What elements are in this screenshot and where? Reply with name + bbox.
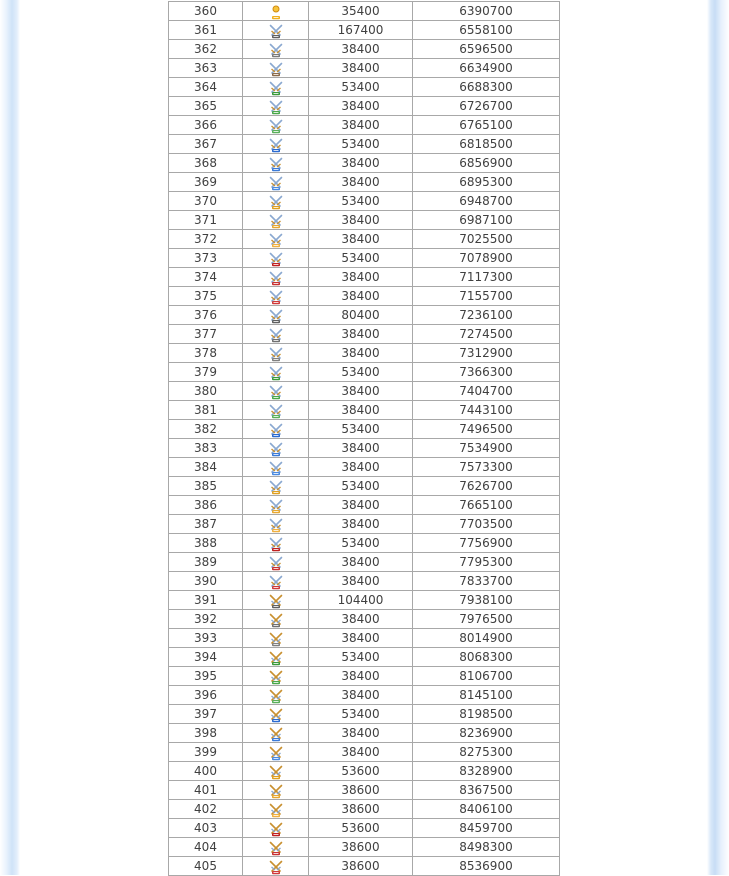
level-cell: 378 [169,344,243,363]
rank-icon-cell [243,515,309,534]
table-row [169,705,560,724]
crossed-swords-rank-icon [268,536,284,552]
experience-cell: 38400 [309,211,413,230]
rank-icon-cell [243,382,309,401]
total-experience-cell: 7626700 [413,477,560,496]
level-cell: 397 [169,705,243,724]
level-cell: 401 [169,781,243,800]
rank-icon-cell [243,59,309,78]
gold-swords-rank-icon [268,745,284,761]
level-cell: 372 [169,230,243,249]
table-row [169,40,560,59]
experience-cell: 38400 [309,686,413,705]
table-row [169,667,560,686]
experience-cell: 38400 [309,287,413,306]
gold-swords-rank-icon [268,802,284,818]
level-cell: 366 [169,116,243,135]
crossed-swords-rank-icon [268,289,284,305]
total-experience-cell: 7312900 [413,344,560,363]
table-row [169,363,560,382]
rank-icon-cell [243,173,309,192]
level-cell: 362 [169,40,243,59]
table-row [169,59,560,78]
table-row [169,78,560,97]
crossed-swords-rank-icon [268,479,284,495]
total-experience-cell: 7976500 [413,610,560,629]
level-cell: 405 [169,857,243,876]
rank-icon-cell [243,705,309,724]
table-row [169,857,560,876]
experience-cell: 53400 [309,648,413,667]
table-row [169,21,560,40]
crossed-swords-rank-icon [268,555,284,571]
rank-icon-cell [243,838,309,857]
total-experience-cell: 8367500 [413,781,560,800]
table-row [169,306,560,325]
rank-icon-cell [243,268,309,287]
total-experience-cell: 7573300 [413,458,560,477]
rank-icon-cell [243,534,309,553]
level-cell: 386 [169,496,243,515]
level-experience-table [168,1,560,876]
table-row [169,154,560,173]
table-row [169,458,560,477]
gold-swords-rank-icon [268,612,284,628]
experience-cell: 38400 [309,116,413,135]
level-cell: 388 [169,534,243,553]
rank-icon-cell [243,724,309,743]
total-experience-cell: 7274500 [413,325,560,344]
level-cell: 380 [169,382,243,401]
total-experience-cell: 7756900 [413,534,560,553]
experience-cell: 38600 [309,781,413,800]
level-cell: 382 [169,420,243,439]
level-cell: 373 [169,249,243,268]
crossed-swords-rank-icon [268,251,284,267]
total-experience-cell: 8498300 [413,838,560,857]
level-cell: 398 [169,724,243,743]
rank-icon-cell [243,192,309,211]
table-row [169,287,560,306]
table-row [169,344,560,363]
experience-cell: 38400 [309,610,413,629]
experience-cell: 53600 [309,819,413,838]
level-cell: 385 [169,477,243,496]
right-frame-border [707,0,729,875]
gold-swords-rank-icon [268,650,284,666]
table-row [169,553,560,572]
crossed-swords-rank-icon [268,308,284,324]
table-row [169,686,560,705]
level-cell: 400 [169,762,243,781]
rank-icon-cell [243,610,309,629]
crossed-swords-rank-icon [268,23,284,39]
experience-cell: 38400 [309,439,413,458]
total-experience-cell: 8459700 [413,819,560,838]
table-row [169,325,560,344]
level-cell: 360 [169,2,243,21]
crossed-swords-rank-icon [268,403,284,419]
level-cell: 402 [169,800,243,819]
experience-cell: 38400 [309,154,413,173]
experience-cell: 38400 [309,515,413,534]
total-experience-cell: 8275300 [413,743,560,762]
table-row [169,819,560,838]
experience-cell: 38400 [309,173,413,192]
experience-cell: 53400 [309,477,413,496]
experience-cell: 38400 [309,553,413,572]
table-row [169,135,560,154]
level-cell: 363 [169,59,243,78]
experience-cell: 53400 [309,249,413,268]
rank-icon-cell [243,857,309,876]
level-cell: 368 [169,154,243,173]
total-experience-cell: 6390700 [413,2,560,21]
crossed-swords-rank-icon [268,327,284,343]
level-cell: 399 [169,743,243,762]
gold-swords-rank-icon [268,707,284,723]
level-cell: 395 [169,667,243,686]
rank-icon-cell [243,686,309,705]
total-experience-cell: 7833700 [413,572,560,591]
table-row [169,97,560,116]
total-experience-cell: 6596500 [413,40,560,59]
crossed-swords-rank-icon [268,270,284,286]
table-row [169,173,560,192]
crossed-swords-rank-icon [268,213,284,229]
rank-icon-cell [243,211,309,230]
level-cell: 367 [169,135,243,154]
experience-cell: 38400 [309,344,413,363]
experience-cell: 38400 [309,59,413,78]
total-experience-cell: 8236900 [413,724,560,743]
experience-cell: 167400 [309,21,413,40]
level-cell: 369 [169,173,243,192]
rank-icon-cell [243,97,309,116]
rank-icon-cell [243,306,309,325]
rank-icon-cell [243,762,309,781]
table-row [169,724,560,743]
experience-cell: 104400 [309,591,413,610]
rank-icon-cell [243,230,309,249]
gold-swords-rank-icon [268,593,284,609]
experience-cell: 53400 [309,192,413,211]
table-row [169,401,560,420]
rank-icon-cell [243,401,309,420]
gold-swords-rank-icon [268,669,284,685]
total-experience-cell: 8198500 [413,705,560,724]
table-row [169,838,560,857]
total-experience-cell: 6634900 [413,59,560,78]
total-experience-cell: 8536900 [413,857,560,876]
rank-icon-cell [243,287,309,306]
total-experience-cell: 7404700 [413,382,560,401]
total-experience-cell: 7366300 [413,363,560,382]
level-cell: 392 [169,610,243,629]
experience-cell: 38400 [309,496,413,515]
table-row [169,382,560,401]
experience-cell: 38400 [309,667,413,686]
level-cell: 390 [169,572,243,591]
level-cell: 391 [169,591,243,610]
rank-icon-cell [243,325,309,344]
rank-icon-cell [243,648,309,667]
experience-cell: 38600 [309,857,413,876]
total-experience-cell: 6765100 [413,116,560,135]
level-cell: 387 [169,515,243,534]
rank-icon-cell [243,344,309,363]
total-experience-cell: 7703500 [413,515,560,534]
crossed-swords-rank-icon [268,498,284,514]
experience-cell: 38400 [309,458,413,477]
table-row [169,2,560,21]
experience-cell: 38400 [309,743,413,762]
total-experience-cell: 6688300 [413,78,560,97]
crossed-swords-rank-icon [268,441,284,457]
table-row [169,515,560,534]
total-experience-cell: 7534900 [413,439,560,458]
total-experience-cell: 6558100 [413,21,560,40]
total-experience-cell: 8406100 [413,800,560,819]
crossed-swords-rank-icon [268,194,284,210]
level-cell: 374 [169,268,243,287]
total-experience-cell: 7117300 [413,268,560,287]
total-experience-cell: 8068300 [413,648,560,667]
level-table-body [169,2,560,876]
total-experience-cell: 6726700 [413,97,560,116]
table-row [169,116,560,135]
level-cell: 379 [169,363,243,382]
rank-icon-cell [243,249,309,268]
crossed-swords-rank-icon [268,365,284,381]
experience-cell: 80400 [309,306,413,325]
level-cell: 376 [169,306,243,325]
total-experience-cell: 6856900 [413,154,560,173]
gold-swords-rank-icon [268,726,284,742]
crossed-swords-rank-icon [268,517,284,533]
total-experience-cell: 7938100 [413,591,560,610]
rank-icon-cell [243,819,309,838]
gold-swords-rank-icon [268,783,284,799]
level-cell: 383 [169,439,243,458]
table-row [169,800,560,819]
level-cell: 404 [169,838,243,857]
level-cell: 389 [169,553,243,572]
gold-swords-rank-icon [268,688,284,704]
total-experience-cell: 8014900 [413,629,560,648]
total-experience-cell: 7236100 [413,306,560,325]
experience-cell: 38400 [309,382,413,401]
total-experience-cell: 6895300 [413,173,560,192]
crossed-swords-rank-icon [268,118,284,134]
crossed-swords-rank-icon [268,61,284,77]
table-row [169,477,560,496]
level-cell: 375 [169,287,243,306]
table-row [169,249,560,268]
table-row [169,439,560,458]
table-row [169,534,560,553]
table-row [169,610,560,629]
total-experience-cell: 8328900 [413,762,560,781]
crossed-swords-rank-icon [268,175,284,191]
experience-cell: 53400 [309,705,413,724]
total-experience-cell: 7665100 [413,496,560,515]
table-row [169,648,560,667]
table-row [169,230,560,249]
rank-icon-cell [243,135,309,154]
total-experience-cell: 8145100 [413,686,560,705]
crossed-swords-rank-icon [268,346,284,362]
table-row [169,572,560,591]
table-row [169,743,560,762]
rank-icon-cell [243,743,309,762]
total-experience-cell: 6987100 [413,211,560,230]
rank-icon-cell [243,591,309,610]
experience-cell: 38400 [309,97,413,116]
gold-swords-rank-icon [268,631,284,647]
rank-icon-cell [243,439,309,458]
experience-cell: 38400 [309,724,413,743]
rank-icon-cell [243,572,309,591]
experience-cell: 38400 [309,325,413,344]
gold-swords-rank-icon [268,764,284,780]
rank-icon-cell [243,78,309,97]
crossed-swords-rank-icon [268,232,284,248]
rank-icon-cell [243,116,309,135]
crossed-swords-rank-icon [268,156,284,172]
rank-icon-cell [243,363,309,382]
rank-icon-cell [243,781,309,800]
total-experience-cell: 6818500 [413,135,560,154]
experience-cell: 35400 [309,2,413,21]
table-row [169,496,560,515]
level-cell: 370 [169,192,243,211]
total-experience-cell: 7443100 [413,401,560,420]
level-cell: 396 [169,686,243,705]
crossed-swords-rank-icon [268,80,284,96]
table-row [169,211,560,230]
total-experience-cell: 8106700 [413,667,560,686]
crossed-swords-rank-icon [268,137,284,153]
total-experience-cell: 7496500 [413,420,560,439]
table-row [169,420,560,439]
level-cell: 384 [169,458,243,477]
experience-cell: 38400 [309,230,413,249]
total-experience-cell: 7078900 [413,249,560,268]
gold-star-rank-icon [268,4,284,20]
experience-cell: 53400 [309,135,413,154]
total-experience-cell: 7795300 [413,553,560,572]
total-experience-cell: 6948700 [413,192,560,211]
gold-swords-rank-icon [268,859,284,875]
level-cell: 365 [169,97,243,116]
table-row [169,268,560,287]
level-cell: 364 [169,78,243,97]
experience-cell: 38400 [309,401,413,420]
level-cell: 394 [169,648,243,667]
table-row [169,629,560,648]
total-experience-cell: 7025500 [413,230,560,249]
rank-icon-cell [243,21,309,40]
level-cell: 377 [169,325,243,344]
total-experience-cell: 7155700 [413,287,560,306]
rank-icon-cell [243,496,309,515]
rank-icon-cell [243,477,309,496]
experience-cell: 38400 [309,629,413,648]
table-row [169,591,560,610]
experience-cell: 53400 [309,420,413,439]
left-frame-border [0,0,20,875]
level-cell: 371 [169,211,243,230]
level-cell: 381 [169,401,243,420]
gold-swords-rank-icon [268,840,284,856]
crossed-swords-rank-icon [268,42,284,58]
experience-cell: 38400 [309,268,413,287]
rank-icon-cell [243,2,309,21]
crossed-swords-rank-icon [268,384,284,400]
rank-icon-cell [243,667,309,686]
experience-cell: 38400 [309,572,413,591]
experience-cell: 53400 [309,78,413,97]
table-row [169,781,560,800]
crossed-swords-rank-icon [268,99,284,115]
rank-icon-cell [243,553,309,572]
experience-cell: 38600 [309,800,413,819]
experience-cell: 38400 [309,40,413,59]
experience-cell: 53400 [309,363,413,382]
rank-icon-cell [243,629,309,648]
rank-icon-cell [243,458,309,477]
level-cell: 403 [169,819,243,838]
gold-swords-rank-icon [268,821,284,837]
rank-icon-cell [243,40,309,59]
experience-cell: 53400 [309,534,413,553]
level-cell: 393 [169,629,243,648]
rank-icon-cell [243,800,309,819]
crossed-swords-rank-icon [268,460,284,476]
crossed-swords-rank-icon [268,422,284,438]
rank-icon-cell [243,154,309,173]
table-row [169,192,560,211]
table-row [169,762,560,781]
level-cell: 361 [169,21,243,40]
experience-cell: 53600 [309,762,413,781]
rank-icon-cell [243,420,309,439]
experience-cell: 38600 [309,838,413,857]
crossed-swords-rank-icon [268,574,284,590]
